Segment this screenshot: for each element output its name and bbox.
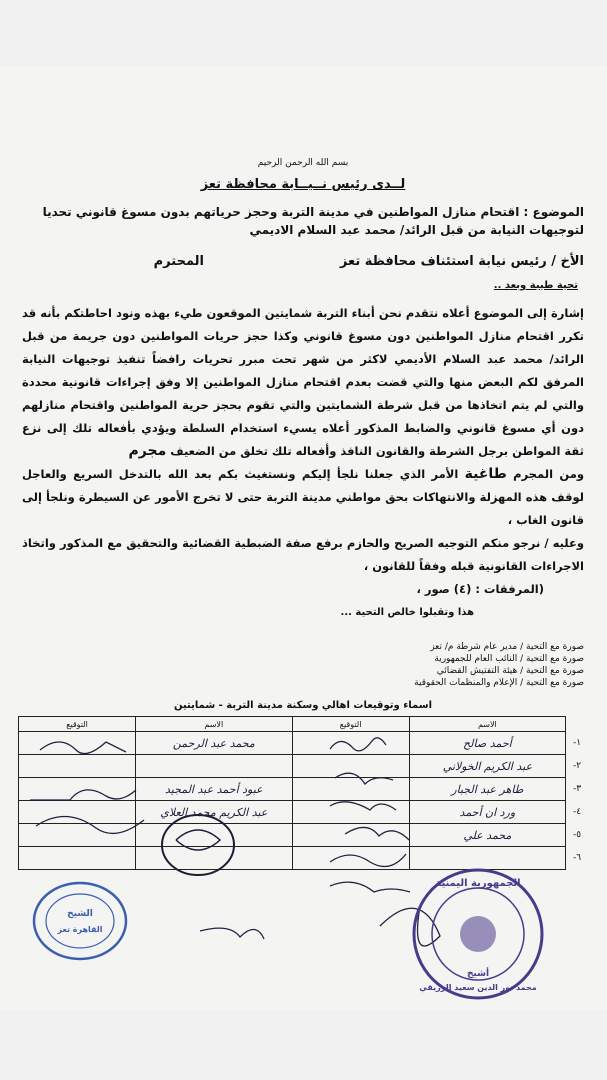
row-number: ٥- [573, 830, 582, 840]
scanned-letter [0, 66, 607, 1010]
header-name-2: الاسم [136, 717, 292, 732]
name-cell: عبود أحمد عبد المجيد [136, 778, 292, 801]
top-margin [0, 0, 607, 66]
name-cell: عبد الكريم محمد العلاي [136, 801, 292, 824]
honorific: المحترم [153, 254, 204, 269]
attachments: (المرفقات : (٤) صور ، [416, 582, 544, 596]
signature-scribble [330, 854, 406, 867]
closing: هذا وتقبلوا خالص التحية ... [340, 607, 474, 618]
name-cell: أحمد صالح [409, 732, 566, 755]
greeting: تحية طيبة وبعد .. [493, 280, 578, 291]
subject-text: اقتحام منازل المواطنين في مدينة التربة وحجز حرياتهم بدون مسوغ قانوني تحديا لتوجيهات النيابة من قبل الرائد/ محمد عبد السلام الاديمي [42, 205, 584, 237]
ink-seal [158, 810, 238, 880]
name-cell: طاهر عبد الجبار [409, 778, 566, 801]
recipient: الأخ / رئيس نيابة استئناف محافظة تعز [339, 254, 584, 269]
paragraph-1-text: إشارة إلى الموضوع أعلاه نتقدم نحن أبناء التربة شمايتين الموقعون طيء بهذه ونود احاطتكم بأنه قد تكرر اقتحام منازل المواطنين دون مسوغ قانوني وكذا حجز حريات المواطنين دون جريمة من قبل الرائد/ محمد عبد السلام الأديمي لاكثر من شهر تحت مبرر تحريات رافضاً تنفيذ توجيهات النيابة المرفق لكم البعض منها والتي قضت بعدم اقتحام منازل المواطنين إلا وفق إجراءات قانونية محددة والتي لم يتم اتخاذها من قبل شرطة الشمايتين والتي تقوم بحجز حرية المواطنين واقتحام منازلهم دون أي مسوغ قانوني والضابط المذكور أعلاه يسيء استخدام السلطة ويؤدي بأفعاله تلك إلى نزع ثقة المواطن برجل الشرطة والقانون النافذ وأفعاله تلك تخلق من الضعيف [22, 306, 584, 458]
signatures-title: اسماء وتوقيعات اهالي وسكنة مدينة التربة - شمايتين [173, 700, 433, 711]
signature-scribble [40, 742, 126, 754]
row-number: ٤- [573, 807, 582, 817]
name-cell: محمد علي [409, 824, 566, 847]
signature-scribble [330, 738, 386, 751]
row-number: ١- [573, 738, 582, 748]
emphasis-tyrant: طاغية [464, 466, 507, 482]
purple-seal [398, 864, 558, 1004]
stamp-right-line2: محمد نور الدين سعيد الزريقي [419, 983, 537, 992]
signature-scribble [200, 928, 264, 939]
signature-scribble [36, 816, 144, 833]
emphasis-criminal: مجرم [128, 443, 167, 459]
copy-line: صورة مع التحية / مدير عام شرطة م/ تعز [430, 642, 584, 652]
name-cell: عبد الكريم الخولاني [409, 755, 566, 778]
basmala: بسم الله الرحمن الرحيم [257, 158, 349, 168]
stamp-center-label: أشيخ [466, 969, 490, 979]
stamp-right-line1: الجمهورية اليمنية [435, 878, 521, 889]
copy-line: صورة مع التحية / الإعلام والمنظمات الحقوقية [414, 678, 584, 688]
header-name: الاسم [409, 717, 566, 732]
row-number: ٣- [573, 784, 582, 794]
header-signature-2: التوقيع [19, 717, 136, 732]
blue-stamp [30, 878, 130, 964]
stamp-left-line2: القاهرة تعز [57, 925, 103, 934]
signature-scribble [330, 802, 396, 810]
row-number: ٢- [573, 761, 582, 771]
stamp-left-line1: الشيخ [67, 909, 93, 919]
signature-scribble [30, 790, 136, 800]
row-number: ٦- [573, 853, 582, 863]
copy-line: صورة مع التحية / النائب العام للجمهورية [434, 654, 584, 664]
emphasis-pre: ومن المجرم [513, 467, 584, 481]
name-cell: محمد عبد الرحمن [136, 732, 292, 755]
addressee-heading: لــدى رئيس نــيــابة محافظة تعز [200, 177, 406, 192]
bottom-margin [0, 1010, 607, 1080]
paragraph-2-text: الأمر الذي جعلنا نلجأ إليكم ونستغيث بكم بعد الله بالتدخل السريع والعاجل لوقف هذه المهزلة والانتهاكات بحق مواطني مدينة التربة حتى لا تخرج الأمور عن السيطرة ونلجأ إلى قانون الغاب ، [22, 467, 584, 527]
subject-label: الموضوع : [523, 205, 584, 219]
signature-scribble [335, 773, 393, 784]
header-signature: التوقيع [292, 717, 409, 732]
copy-line: صورة مع التحية / هيئة التفتيش القضائي [436, 666, 584, 676]
request-paragraph: وعليه / نرجو منكم التوجيه الصريح والحازم برفع صفة الضبطية القضائية والتحقيق مع المذكور واتخاذ الاجراءات القانونية قبله وفقاً للقانون ، [22, 536, 584, 573]
name-cell: ورد ان أحمد [409, 801, 566, 824]
signature-scribble [345, 827, 409, 840]
